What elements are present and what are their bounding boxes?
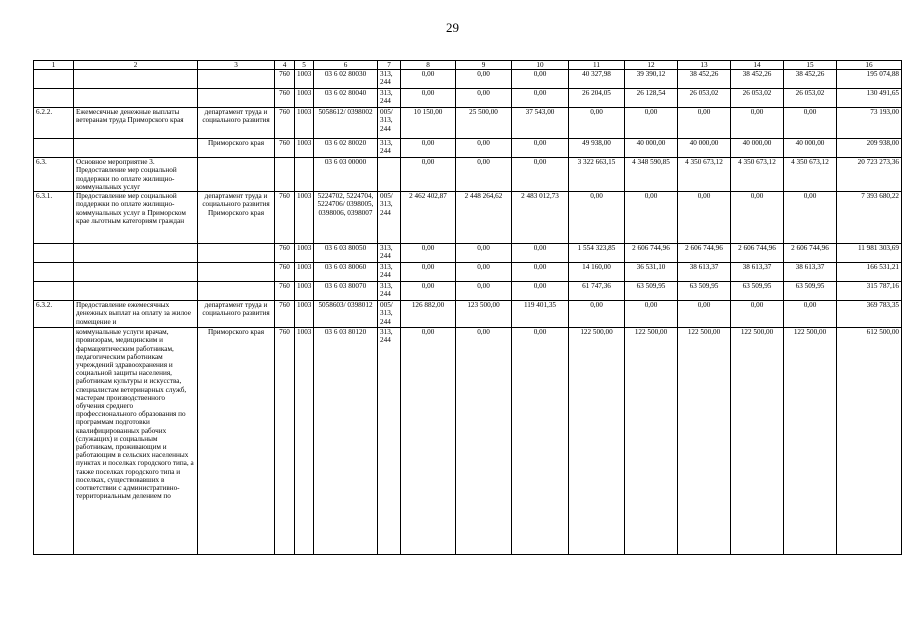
amount-cell: 0,00 xyxy=(625,192,678,244)
column-header: 2 xyxy=(74,61,198,70)
amount-cell: 0,00 xyxy=(401,328,456,555)
amount-cell: 2 606 744,96 xyxy=(731,244,784,263)
amount-cell: 38 613,37 xyxy=(678,263,731,282)
amount-cell: 26 128,54 xyxy=(625,89,678,108)
rzpr-code: 1003 xyxy=(295,244,314,263)
total-cell: 11 981 303,69 xyxy=(837,244,902,263)
total-cell: 73 193,00 xyxy=(837,108,902,139)
row-number: 6.3. xyxy=(34,158,74,192)
amount-cell: 2 483 012,73 xyxy=(512,192,569,244)
amount-cell: 0,00 xyxy=(401,282,456,301)
amount-cell: 0,00 xyxy=(456,328,512,555)
column-header: 10 xyxy=(512,61,569,70)
measure-name xyxy=(74,282,198,301)
amount-cell: 0,00 xyxy=(512,282,569,301)
row-number xyxy=(34,244,74,263)
column-header: 4 xyxy=(275,61,295,70)
csr-code: 03 6 03 80060 xyxy=(314,263,378,282)
total-cell: 20 723 273,36 xyxy=(837,158,902,192)
column-header: 15 xyxy=(784,61,837,70)
responsible-executor xyxy=(198,282,275,301)
grbs-code: 760 xyxy=(275,263,295,282)
amount-cell: 2 606 744,96 xyxy=(678,244,731,263)
amount-cell: 40 000,00 xyxy=(625,139,678,158)
amount-cell: 61 747,36 xyxy=(569,282,625,301)
amount-cell: 40 000,00 xyxy=(678,139,731,158)
rzpr-code: 1003 xyxy=(295,70,314,89)
rzpr-code: 1003 xyxy=(295,263,314,282)
table-row xyxy=(34,328,902,555)
amount-cell: 3 322 663,15 xyxy=(569,158,625,192)
responsible-executor xyxy=(198,244,275,263)
table-row xyxy=(34,139,902,158)
amount-cell: 0,00 xyxy=(625,108,678,139)
total-cell: 315 787,16 xyxy=(837,282,902,301)
grbs-code: 760 xyxy=(275,192,295,244)
csr-code: 5058603/ 0398012 xyxy=(314,301,378,328)
table-row xyxy=(34,192,902,244)
rzpr-code: 1003 xyxy=(295,301,314,328)
column-header: 11 xyxy=(569,61,625,70)
responsible-executor: департамент труда и социального развития Приморского края xyxy=(198,192,275,244)
measure-name xyxy=(74,139,198,158)
amount-cell: 0,00 xyxy=(512,139,569,158)
amount-cell: 63 509,95 xyxy=(784,282,837,301)
column-header: 5 xyxy=(295,61,314,70)
csr-code: 5058612/ 0398002 xyxy=(314,108,378,139)
row-number xyxy=(34,70,74,89)
amount-cell: 0,00 xyxy=(784,192,837,244)
amount-cell: 122 500,00 xyxy=(731,328,784,555)
csr-code: 5224702, 5224704, 5224706/ 0398005, 0398006, 0398007 xyxy=(314,192,378,244)
program-budget-table xyxy=(33,60,902,555)
amount-cell: 63 509,95 xyxy=(678,282,731,301)
measure-name: коммунальные услуги врачам, провизорам, медицинским и фармацевтическим работникам, педагогическим работникам учреждений здравоохранения и социальной защиты населения, работникам культуры и искусства, специалистам ветеринарных служб, мастерам производственного обучения среднего профессионального образования по программам подготовки квалифицированных рабочих (служащих) и социальным работникам, проживающим и работающим в сельских населенных пунктах и поселках городского типа, а также поселках городского типа и поселках, существовавших в соответствии с административно-территориальным делением по xyxy=(74,328,198,555)
vr-code xyxy=(378,158,401,192)
amount-cell: 63 509,95 xyxy=(731,282,784,301)
amount-cell: 40 327,98 xyxy=(569,70,625,89)
measure-name: Предоставление ежемесячных денежных выплат на оплату за жилое помещение и xyxy=(74,301,198,328)
amount-cell: 0,00 xyxy=(625,301,678,328)
amount-cell: 0,00 xyxy=(784,108,837,139)
table-row xyxy=(34,301,902,328)
measure-name: Предоставление мер социальной поддержки по оплате жилищно-коммунальных услуг в Приморском крае льготным категориям граждан xyxy=(74,192,198,244)
measure-name: Основное мероприятие 3. Предоставление мер социальной поддержки по оплате жилищно-коммунальных услуг xyxy=(74,158,198,192)
row-number xyxy=(34,282,74,301)
amount-cell: 26 053,02 xyxy=(731,89,784,108)
amount-cell: 63 509,95 xyxy=(625,282,678,301)
responsible-executor: департамент труда и социального развития xyxy=(198,301,275,328)
amount-cell: 0,00 xyxy=(784,301,837,328)
amount-cell: 1 554 323,85 xyxy=(569,244,625,263)
column-header: 12 xyxy=(625,61,678,70)
row-number: 6.3.1. xyxy=(34,192,74,244)
total-cell: 195 074,88 xyxy=(837,70,902,89)
vr-code: 313, 244 xyxy=(378,244,401,263)
vr-code: 005/ 313, 244 xyxy=(378,108,401,139)
amount-cell: 122 500,00 xyxy=(625,328,678,555)
amount-cell: 26 204,05 xyxy=(569,89,625,108)
vr-code: 313, 244 xyxy=(378,328,401,555)
amount-cell: 0,00 xyxy=(731,301,784,328)
amount-cell: 2 606 744,96 xyxy=(784,244,837,263)
table-row xyxy=(34,244,902,263)
amount-cell: 38 452,26 xyxy=(678,70,731,89)
rzpr-code: 1003 xyxy=(295,89,314,108)
row-number xyxy=(34,139,74,158)
csr-code: 03 6 03 80070 xyxy=(314,282,378,301)
column-header: 9 xyxy=(456,61,512,70)
amount-cell: 122 500,00 xyxy=(569,328,625,555)
amount-cell: 40 000,00 xyxy=(731,139,784,158)
amount-cell: 0,00 xyxy=(401,263,456,282)
csr-code: 03 6 03 80120 xyxy=(314,328,378,555)
amount-cell: 0,00 xyxy=(401,139,456,158)
rzpr-code: 1003 xyxy=(295,139,314,158)
total-cell: 7 393 680,22 xyxy=(837,192,902,244)
amount-cell: 2 448 264,62 xyxy=(456,192,512,244)
amount-cell: 0,00 xyxy=(456,158,512,192)
amount-cell: 119 401,35 xyxy=(512,301,569,328)
vr-code: 313, 244 xyxy=(378,70,401,89)
grbs-code: 760 xyxy=(275,89,295,108)
amount-cell: 0,00 xyxy=(456,139,512,158)
responsible-executor xyxy=(198,89,275,108)
amount-cell: 0,00 xyxy=(512,244,569,263)
amount-cell: 4 350 673,12 xyxy=(731,158,784,192)
amount-cell: 122 500,00 xyxy=(678,328,731,555)
responsible-executor: департамент труда и социального развития xyxy=(198,108,275,139)
amount-cell: 0,00 xyxy=(569,108,625,139)
grbs-code: 760 xyxy=(275,244,295,263)
csr-code: 03 6 02 80020 xyxy=(314,139,378,158)
amount-cell: 39 390,12 xyxy=(625,70,678,89)
amount-cell: 4 350 673,12 xyxy=(784,158,837,192)
amount-cell: 0,00 xyxy=(512,70,569,89)
rzpr-code: 1003 xyxy=(295,192,314,244)
column-header: 3 xyxy=(198,61,275,70)
amount-cell: 0,00 xyxy=(512,263,569,282)
amount-cell: 0,00 xyxy=(401,158,456,192)
amount-cell: 0,00 xyxy=(512,158,569,192)
amount-cell: 2 462 402,87 xyxy=(401,192,456,244)
total-cell: 612 500,00 xyxy=(837,328,902,555)
amount-cell: 38 613,37 xyxy=(731,263,784,282)
amount-cell: 0,00 xyxy=(678,108,731,139)
column-header: 7 xyxy=(378,61,401,70)
amount-cell: 123 500,00 xyxy=(456,301,512,328)
amount-cell: 40 000,00 xyxy=(784,139,837,158)
csr-code: 03 6 02 80040 xyxy=(314,89,378,108)
amount-cell: 4 350 673,12 xyxy=(678,158,731,192)
amount-cell: 0,00 xyxy=(512,328,569,555)
vr-code: 005/ 313, 244 xyxy=(378,301,401,328)
amount-cell: 26 053,02 xyxy=(678,89,731,108)
responsible-executor: Приморского края xyxy=(198,139,275,158)
grbs-code: 760 xyxy=(275,328,295,555)
vr-code: 005/ 313, 244 xyxy=(378,192,401,244)
amount-cell: 0,00 xyxy=(456,89,512,108)
row-number: 6.3.2. xyxy=(34,301,74,328)
total-cell: 166 531,21 xyxy=(837,263,902,282)
row-number xyxy=(34,263,74,282)
table-row xyxy=(34,108,902,139)
csr-code: 03 6 02 80030 xyxy=(314,70,378,89)
rzpr-code: 1003 xyxy=(295,108,314,139)
vr-code: 313, 244 xyxy=(378,282,401,301)
amount-cell: 0,00 xyxy=(569,301,625,328)
grbs-code: 760 xyxy=(275,70,295,89)
measure-name xyxy=(74,263,198,282)
vr-code: 313, 244 xyxy=(378,263,401,282)
csr-code: 03 6 03 80050 xyxy=(314,244,378,263)
measure-name: Ежемесячные денежные выплаты ветеранам труда Приморского края xyxy=(74,108,198,139)
amount-cell: 0,00 xyxy=(678,192,731,244)
page-number: 29 xyxy=(446,20,459,35)
amount-cell: 25 500,00 xyxy=(456,108,512,139)
column-header: 8 xyxy=(401,61,456,70)
amount-cell: 38 452,26 xyxy=(731,70,784,89)
total-cell: 209 938,00 xyxy=(837,139,902,158)
table-row xyxy=(34,89,902,108)
amount-cell: 0,00 xyxy=(456,282,512,301)
responsible-executor: Приморского края xyxy=(198,328,275,555)
vr-code: 313, 244 xyxy=(378,89,401,108)
row-number: 6.2.2. xyxy=(34,108,74,139)
grbs-code: 760 xyxy=(275,282,295,301)
amount-cell: 37 543,00 xyxy=(512,108,569,139)
amount-cell: 0,00 xyxy=(512,89,569,108)
amount-cell: 0,00 xyxy=(401,70,456,89)
column-header: 6 xyxy=(314,61,378,70)
rzpr-code: 1003 xyxy=(295,328,314,555)
amount-cell: 0,00 xyxy=(456,244,512,263)
grbs-code: 760 xyxy=(275,108,295,139)
amount-cell: 0,00 xyxy=(456,70,512,89)
responsible-executor xyxy=(198,70,275,89)
responsible-executor xyxy=(198,158,275,192)
column-header: 13 xyxy=(678,61,731,70)
amount-cell: 38 613,37 xyxy=(784,263,837,282)
total-cell: 369 783,35 xyxy=(837,301,902,328)
column-header: 1 xyxy=(34,61,74,70)
amount-cell: 0,00 xyxy=(569,192,625,244)
table-row xyxy=(34,158,902,192)
amount-cell: 36 531,10 xyxy=(625,263,678,282)
amount-cell: 14 160,00 xyxy=(569,263,625,282)
column-header: 14 xyxy=(731,61,784,70)
amount-cell: 0,00 xyxy=(456,263,512,282)
responsible-executor xyxy=(198,263,275,282)
grbs-code: 760 xyxy=(275,139,295,158)
row-number xyxy=(34,89,74,108)
measure-name xyxy=(74,70,198,89)
amount-cell: 122 500,00 xyxy=(784,328,837,555)
table-row xyxy=(34,282,902,301)
column-header: 16 xyxy=(837,61,902,70)
amount-cell: 0,00 xyxy=(731,108,784,139)
vr-code: 313, 244 xyxy=(378,139,401,158)
total-cell: 130 491,65 xyxy=(837,89,902,108)
amount-cell: 0,00 xyxy=(401,244,456,263)
grbs-code xyxy=(275,158,295,192)
grbs-code: 760 xyxy=(275,301,295,328)
table-row xyxy=(34,70,902,89)
amount-cell: 0,00 xyxy=(401,89,456,108)
rzpr-code xyxy=(295,158,314,192)
amount-cell: 38 452,26 xyxy=(784,70,837,89)
table-row xyxy=(34,263,902,282)
row-number xyxy=(34,328,74,555)
amount-cell: 4 348 590,85 xyxy=(625,158,678,192)
column-number-row xyxy=(34,61,902,70)
csr-code: 03 6 03 00000 xyxy=(314,158,378,192)
amount-cell: 126 882,00 xyxy=(401,301,456,328)
amount-cell: 26 053,02 xyxy=(784,89,837,108)
amount-cell: 49 938,00 xyxy=(569,139,625,158)
amount-cell: 2 606 744,96 xyxy=(625,244,678,263)
measure-name xyxy=(74,89,198,108)
rzpr-code: 1003 xyxy=(295,282,314,301)
measure-name xyxy=(74,244,198,263)
amount-cell: 10 150,00 xyxy=(401,108,456,139)
amount-cell: 0,00 xyxy=(678,301,731,328)
amount-cell: 0,00 xyxy=(731,192,784,244)
